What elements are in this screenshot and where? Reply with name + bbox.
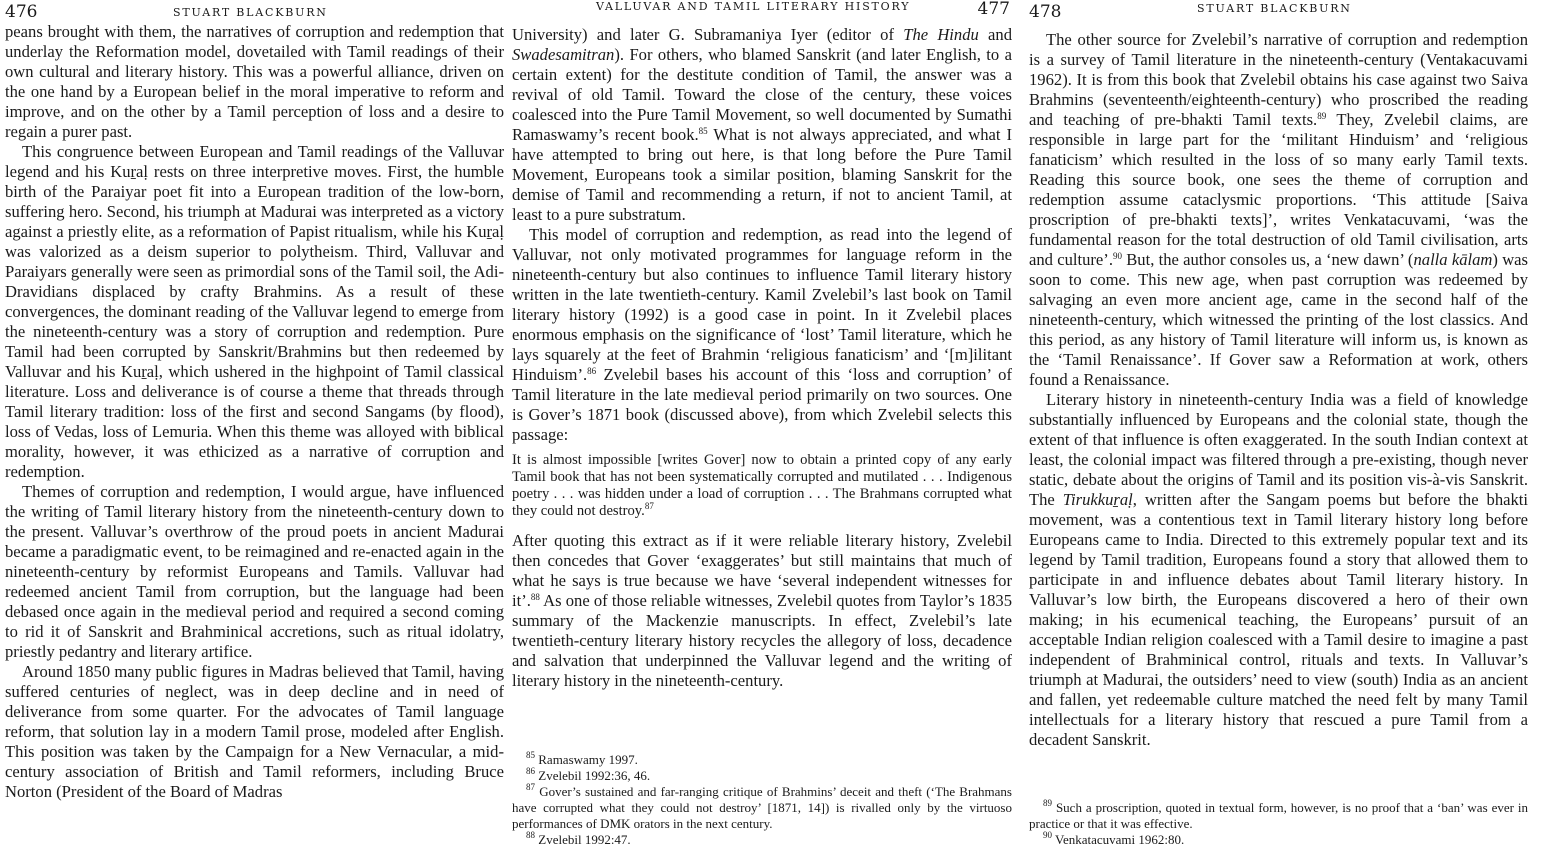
block-quote: It is almost impossible [writes Gover] now to obtain a printed copy of any early Tamil book that has not been systematically corrupted and mutilated . . . Indigenous poetry . . . was hidden under a load of corruption . . . The Brahmans corrupted what they could not destroy.$^{87}$ — [512, 452, 1012, 519]
body-text — [5, 22, 504, 802]
paragraph: Themes of corruption and redemption, I would argue, have influenced the writing of Tamil literary history from the nineteenth-century down to the present. Valluvar’s overthrow of the proud poets in ancient Madurai became a paradigmatic event, to be reimagined and re-enacted again in the nineteenth-century by reformist Europeans and Tamils. Valluvar had redeemed ancient Tamil from corruption, but the language had been debased once again in the medieval period and required a second coming to rid it of Sanskrit and Brahminical accretions, such as ritual idolatry, priestly pedantry and literary artifice. — [5, 482, 504, 661]
paragraph: The other source for Zvelebil’s narrative of corruption and redemption is a survey of Tamil literature in the nineteenth-century (Ventakacuvami 1962). It is from this book that Zvelebil obtains his case against two Saiva Brahmins (seventeenth/eighteenth-century) who proscribed the reading and teaching of pre-bhakti Tamil texts.$^{89}$ They, Zvelebil claims, are responsible in large part for the ‘militant Hinduism’ and ‘religious fanaticism’ which resulted in the loss of so many early Tamil texts. Reading this source book, one sees the theme of corruption and redemption assume cataclysmic proportions. ‘This attitude [Saiva proscription of pre-bhakti texts]’, writes Venkatacuvami, ‘was the fundamental reason for the total destruction of old Tamil civilisation, arts and culture’.$^{90}$ But, the author consoles us, a ‘new dawn’ (nalla kālam) was soon to come. This new age, when past corruption was redeemed by salvaging an even more ancient age, came in the second half of the nineteenth-century, which witnessed the printing of the lost classics. And this period, as any history of Tamil literature will inform us, is known as the ‘Tamil Renaissance’. If Gover saw a Reformation at work, others found a Renaissance. — [1029, 30, 1528, 389]
paragraph: Literary history in nineteenth-century India was a field of knowledge substantially influenced by Europeans and the colonial state, though the extent of that influence is often exaggerated. In the south Indian context at least, the colonial impact was filtered through a pre-existing, though never static, debate about the origins of Tamil and its position vis-à-vis Sanskrit. The Tirukkuṟaḷ, written after the Sangam poems but before the bhakti movement, was a contentious text in Tamil literary history long before Europeans came to India. Directed to this extremely popular text and its legend by Tamil tradition, Europeans found a story that allowed them to participate in and influence debates about Tamil literary history. In Valluvar’s low birth, the Europeans discovered a hero of their own making; in his ecumenical teaching, the Europeans’ pursuit of an acceptable Indian religion coalesced with a Tamil desire to imagine a past independent of Brahminical control, rituals and texts. In Valluvar’s triumph at Madurai, the outsiders’ need to view (south) India as an ancient and fallen, yet redeemable culture matched the need felt by many Tamil intellectuals for a literary history that rescued a pure Tamil from a decadent Sanskrit. — [1029, 390, 1528, 749]
running-head: STUART BLACKBURN — [173, 6, 328, 19]
page-476 — [5, 0, 504, 862]
paragraph: peans brought with them, the narratives of corruption and redemption that underlay the Reformation model, dovetailed with Tamil readings of their own cultural and literary history. This was a powerful alliance, driven on the one hand by a European belief in the moral imperative to reform and improve, and on the other by a Tamil perception of loss and a desire to regain a purer past. — [5, 22, 504, 141]
body-text — [1029, 30, 1528, 750]
paragraph: University) and later G. Subramaniya Iyer (editor of The Hindu and Swadesamitran). For others, who blamed Sanskrit (and later English, to a certain extent) for the destitute condition of Tamil, the answer was a revival of old Tamil. Toward the close of the century, these voices coalesced into the Pure Tamil Movement, so well documented by Sumathi Ramaswamy’s recent book.$^{85}$ What is not always appreciated, and what I have attempted to bring out here, is that long before the Pure Tamil Movement, Europeans took a similar position, blaming Sanskrit for the demise of Tamil and recommending a return, if not to ancient Tamil, at least to a pure substratum. — [512, 25, 1012, 224]
page-number: 477 — [977, 0, 1010, 19]
footnote-ref[interactable]: 89 — [1317, 111, 1327, 121]
page-number: 478 — [1029, 2, 1062, 22]
page-477 — [512, 0, 1012, 862]
page-number: 476 — [5, 2, 38, 22]
body-text — [512, 25, 1012, 445]
paragraph: Around 1850 many public figures in Madras believed that Tamil, having suffered centuries of neglect, was in deep decline and in need of deliverance from some quarter. For the advocates of Tamil language reform, that solution lay in a modern Tamil prose, modeled after English. This position was taken by the Campaign for a New Vernacular, a mid-century association of British and Tamil reformers, including Bruce Norton (President of the Board of Madras — [5, 662, 504, 801]
running-head: STUART BLACKBURN — [1197, 2, 1352, 15]
footnote: $^{89}$ Such a proscription, quoted in textual form, however, is no proof that a ‘ban’ was ever in practice or that it was effective. — [1029, 798, 1528, 831]
footnotes — [512, 752, 1012, 848]
page-header — [1029, 0, 1528, 22]
footnote-ref[interactable]: 86 — [587, 366, 597, 376]
body-text — [512, 531, 1012, 691]
page-478 — [1029, 0, 1528, 862]
footnote: $^{86}$ Zvelebil 1992:36, 46. — [526, 766, 651, 783]
footnote: $^{85}$ Ramaswamy 1997. — [526, 750, 638, 767]
paragraph: This congruence between European and Tamil readings of the Valluvar legend and his Kuṟaḷ rests on three interpretive moves. First, the humble birth of the Paraiyar poet fit into a European tradition of the low-born, suffering hero. Second, his triumph at Madurai was interpreted as a victory against a priestly elite, as a reformation of Papist ritualism, while his Kuṟaḷ was valorized as a deism superior to polytheism. Third, Valluvar and Paraiyars generally were seen as primordial sons of the Tamil soil, the Adi-Dravidians displaced by crafty Brahmins. As a result of these convergences, the dominant reading of the Valluvar legend to emerge from the nineteenth-century was a story of corruption and redemption. Pure Tamil had been corrupted by Sanskrit/Brahmins but then redeemed by Valluvar and his Kuṟaḷ, which ushered in the highpoint of Tamil classical literature. Loss and deliverance is of course a theme that threads through Tamil literary tradition: loss of the first and second Sangams (by flood), loss of Vedas, loss of Lemuria. When this theme was alloyed with biblical morality, however, it was ethicized as a narrative of corruption and redemption. — [5, 142, 504, 481]
footnote-ref[interactable]: 90 — [1112, 251, 1122, 261]
footnote-ref[interactable]: 87 — [644, 501, 654, 511]
running-head: VALLUVAR AND TAMIL LITERARY HISTORY — [596, 0, 911, 13]
footnote-ref[interactable]: 85 — [698, 126, 708, 136]
page-header — [5, 0, 504, 22]
footnote: $^{90}$ Venkatacuvami 1962:80. — [1043, 830, 1185, 847]
page-header — [512, 0, 1012, 22]
footnote: $^{87}$ Gover’s sustained and far-ranging critique of Brahmins’ deceit and theft (‘The Brahmans have corrupted what they could not destroy’ [1871, 14]) is rivalled only by the virtuoso performances of DMK orators in the next century. — [512, 782, 1012, 831]
footnote-ref[interactable]: 88 — [530, 592, 540, 602]
footnote: $^{88}$ Zvelebil 1992:47. — [526, 830, 631, 847]
paragraph: This model of corruption and redemption, as read into the legend of Valluvar, not only motivated programmes for language reform in the nineteenth-century but also continues to influence Tamil literary history written in the late twentieth-century. Kamil Zvelebil’s last book on Tamil literary history (1992) is a good case in point. In it Zvelebil places enormous emphasis on the significance of ‘lost’ Tamil literature, which he lays squarely at the feet of Brahmin ‘religious fanaticism’ and ‘[m]ilitant Hinduism’.$^{86}$ Zvelebil bases his account of this ‘loss and corruption’ of Tamil literature in the late medieval period primarily on two sources. One is Gover’s 1871 book (discussed above), from which Zvelebil selects this passage: — [512, 225, 1012, 444]
paragraph: After quoting this extract as if it were reliable literary history, Zvelebil then concedes that Gover ‘exaggerates’ but still maintains that much of what he says is true because we have ‘several independent witnesses for it’.$^{88}$ As one of those reliable witnesses, Zvelebil quotes from Taylor’s 1835 summary of the Mackenzie manuscripts. In effect, Zvelebil’s late twentieth-century literary history recycles the allegory of loss, decadence and salvation that underpinned the Valluvar legend and the writing of literary history in the nineteenth-century. — [512, 531, 1012, 690]
footnotes — [1029, 800, 1528, 848]
